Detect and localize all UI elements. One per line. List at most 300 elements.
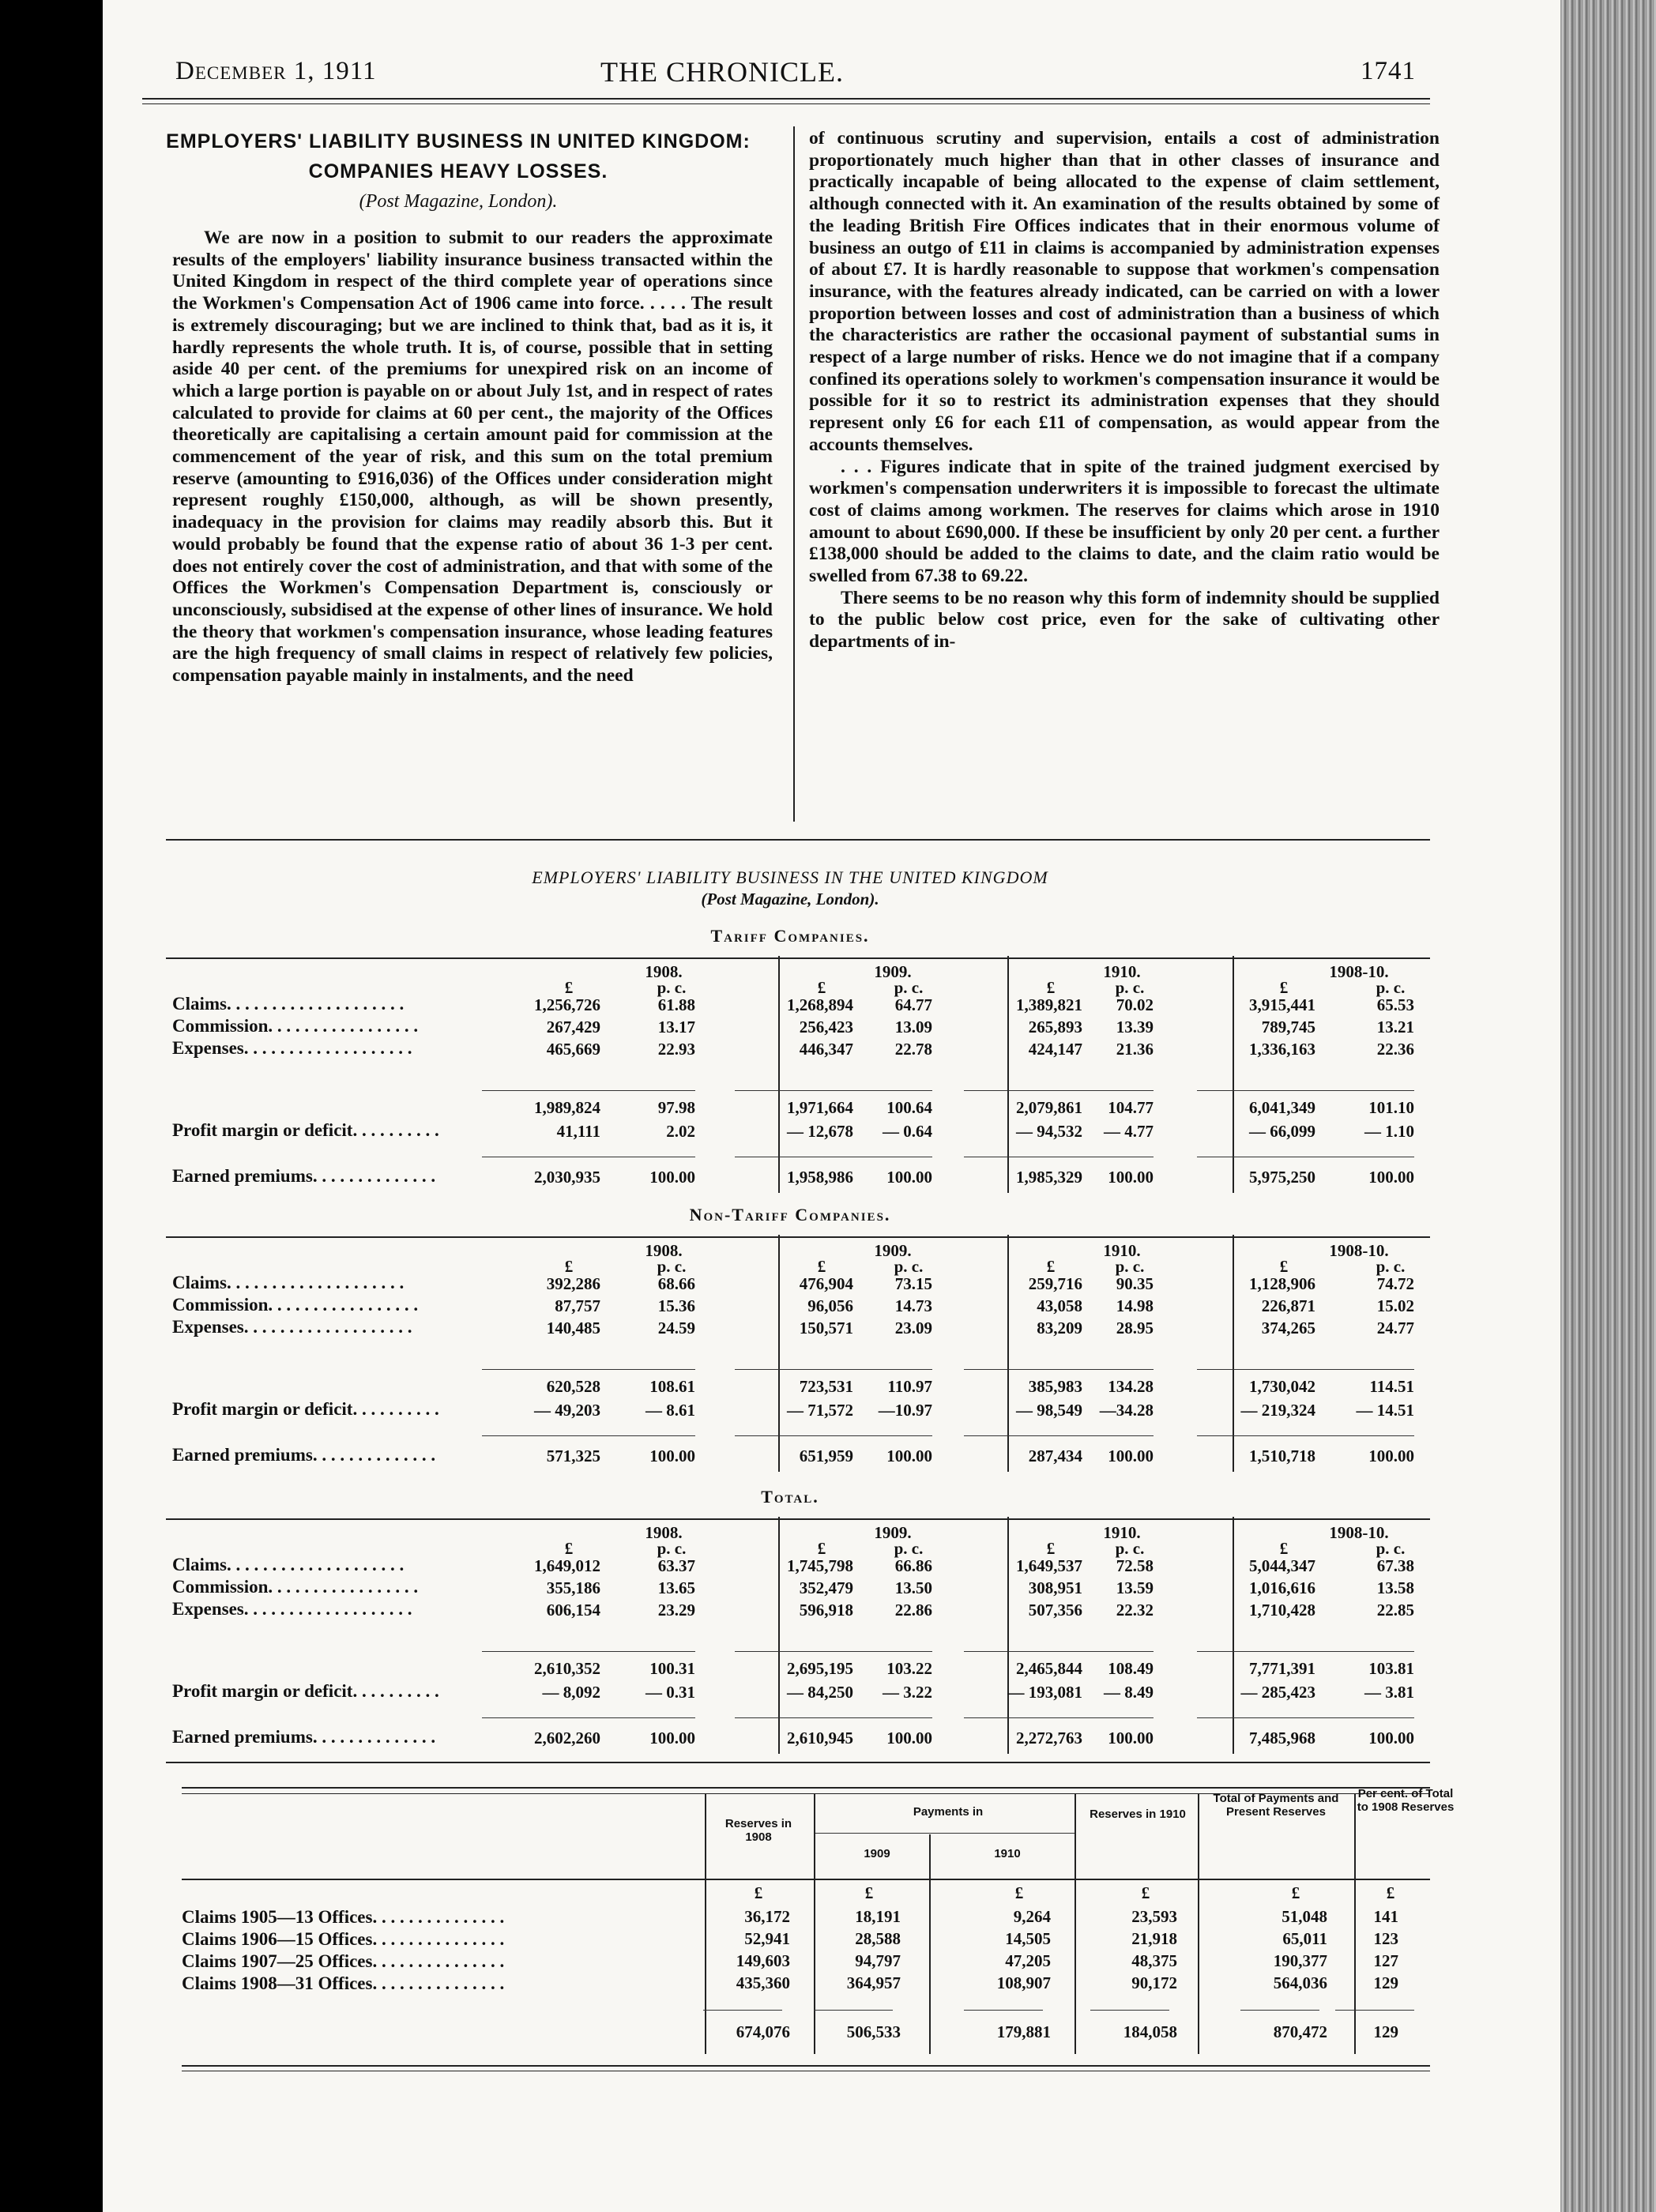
reserves-cell: 190,377	[1273, 1951, 1327, 1970]
cell-percent: 14.73	[894, 1296, 932, 1315]
cell-amount: 1,128,906	[1249, 1274, 1315, 1293]
row-label-commission: Commission. . . . . . . . . . . . . . . . .	[172, 1577, 419, 1597]
header-reserves-1908: Reserves in 1908	[724, 1817, 792, 1844]
column-year: 1908.	[645, 1523, 683, 1542]
pound-sign: £	[817, 1539, 826, 1558]
subtotal-rule	[1197, 1090, 1414, 1091]
cell-percent: 108.49	[1108, 1659, 1154, 1678]
column-year: 1908-10.	[1329, 962, 1389, 981]
reserves-total-cell: 870,472	[1273, 2022, 1327, 2041]
cell-amount: 2,465,844	[1016, 1659, 1082, 1678]
column-year: 1909.	[874, 1523, 912, 1542]
cell-percent: 13.65	[657, 1578, 695, 1597]
subtotal-rule	[1197, 1369, 1414, 1370]
cell-amount: 41,111	[556, 1122, 600, 1141]
cell-amount: 2,602,260	[534, 1729, 600, 1747]
cell-amount: 1,389,821	[1016, 995, 1082, 1014]
reserves-cell: 435,360	[736, 1973, 790, 1992]
cell-amount: 5,044,347	[1249, 1556, 1315, 1575]
cell-amount: 265,893	[1028, 1018, 1082, 1036]
subtotal-rule	[1240, 2010, 1319, 2011]
pound-sign: £	[754, 1883, 763, 1902]
cell-amount: 596,918	[799, 1601, 853, 1620]
reserves-cell: 36,172	[744, 1907, 790, 1926]
reserves-cell: 564,036	[1273, 1973, 1327, 1992]
header-payments: Payments in	[913, 1805, 984, 1819]
cell-percent: 100.00	[1368, 1729, 1414, 1747]
cell-amount: 1,710,428	[1249, 1601, 1315, 1620]
cell-amount: 1,958,986	[787, 1168, 853, 1187]
cell-amount: 1,016,616	[1249, 1578, 1315, 1597]
cell-amount: 6,041,349	[1249, 1098, 1315, 1117]
subtotal-rule	[735, 1435, 932, 1436]
cell-percent: 100.00	[886, 1729, 932, 1747]
cell-percent: 100.00	[649, 1446, 695, 1465]
cell-amount: — 12,678	[787, 1122, 853, 1141]
cell-amount: — 71,572	[787, 1401, 853, 1420]
cell-amount: 424,147	[1028, 1040, 1082, 1059]
reserves-cell: 28,588	[855, 1929, 901, 1948]
percent-heading: p. c.	[1115, 1539, 1145, 1558]
section-title: Tariff Companies.	[710, 926, 870, 946]
cell-amount: 1,649,012	[534, 1556, 600, 1575]
cell-percent: —10.97	[878, 1401, 932, 1420]
row-label-profit: Profit margin or deficit. . . . . . . . . .	[172, 1399, 439, 1419]
section-rule	[166, 1518, 1430, 1520]
subtotal-rule	[1090, 2010, 1169, 2011]
pound-sign: £	[564, 1539, 574, 1558]
cell-amount: 3,915,441	[1249, 995, 1315, 1014]
cell-percent: 100.00	[886, 1446, 932, 1465]
column-year: 1909.	[874, 962, 912, 981]
column-year: 1910.	[1103, 1523, 1141, 1542]
column-year: 1908.	[645, 1241, 683, 1260]
subtotal-rule	[1335, 2010, 1414, 2011]
pound-sign: £	[1046, 1257, 1056, 1276]
reserves-cell: 141	[1373, 1907, 1398, 1926]
col-divider	[1075, 1793, 1076, 2054]
cell-percent: — 3.81	[1364, 1683, 1414, 1702]
col-divider	[1007, 1235, 1009, 1472]
pound-sign: £	[817, 978, 826, 997]
article-column-1	[172, 228, 773, 687]
reserves-total-cell: 674,076	[736, 2022, 790, 2041]
reserves-cell: 14,505	[1005, 1929, 1051, 1948]
cell-amount: 1,649,537	[1016, 1556, 1082, 1575]
row-label-profit: Profit margin or deficit. . . . . . . . . .	[172, 1120, 439, 1140]
row-label-earned: Earned premiums. . . . . . . . . . . . . .	[172, 1445, 436, 1465]
cell-percent: 104.77	[1108, 1098, 1154, 1117]
table-title: EMPLOYERS' LIABILITY BUSINESS IN THE UNITED KINGDOM	[532, 867, 1048, 887]
pound-sign: £	[817, 1257, 826, 1276]
paragraph: of continuous scrutiny and supervision, entails a cost of administration proportionately much higher than that in other classes of insurance and practically incapable of being allocated to the expense of claim settlement, although connected with it. An examination of the results obtained by some of the leading British Fire Offices indicates that in their enormous volume of business an outgo of £11 in claims is accompanied by administration expenses of about £7. It is hardly reasonable to suppose that workmen's compensation insurance, with the features already indicated, can be carried on with a lower proportion between losses and cost of administration than a business of which the characteristics are rather the occasional payment of substantial sums in respect of a large number of risks. Hence we do not imagine that if a company confined its operations solely to workmen's compensation insurance it would be possible for it so to restrict its administration expenses that they should represent only £6 for each £11 of compensation, as would appear from the accounts themselves.	[809, 128, 1440, 455]
column-divider	[793, 126, 795, 822]
cell-percent: 23.09	[894, 1319, 932, 1337]
cell-amount: 140,485	[546, 1319, 600, 1337]
cell-amount: 256,423	[799, 1018, 853, 1036]
cell-percent: 24.59	[657, 1319, 695, 1337]
percent-heading: p. c.	[657, 978, 687, 997]
col-divider	[1007, 1517, 1009, 1754]
reserves-cell: 9,264	[1013, 1907, 1051, 1926]
col-divider	[1198, 1793, 1199, 2054]
percent-heading: p. c.	[1376, 1539, 1406, 1558]
cell-percent: 72.58	[1116, 1556, 1154, 1575]
cell-percent: 13.50	[894, 1578, 932, 1597]
percent-heading: p. c.	[894, 1257, 924, 1276]
cell-amount: 723,531	[799, 1377, 853, 1396]
cell-amount: 392,286	[546, 1274, 600, 1293]
pound-sign: £	[864, 1883, 874, 1902]
reserves-cell: 127	[1373, 1951, 1398, 1970]
cell-amount: 1,268,894	[787, 995, 853, 1014]
cell-percent: 15.02	[1376, 1296, 1414, 1315]
cell-percent: 100.00	[1108, 1729, 1154, 1747]
col-divider	[1007, 956, 1009, 1193]
column-year: 1910.	[1103, 962, 1141, 981]
cell-percent: 97.98	[657, 1098, 695, 1117]
reserves-cell: 90,172	[1131, 1973, 1177, 1992]
reserves-total-cell: 129	[1373, 2022, 1398, 2041]
col-divider	[778, 1517, 780, 1754]
col-divider	[1233, 956, 1234, 1193]
subtotal-rule	[735, 1717, 932, 1718]
subtotal-rule	[964, 1090, 1154, 1091]
subtotal-rule	[964, 1717, 1154, 1718]
cell-amount: 7,771,391	[1249, 1659, 1315, 1678]
section-title: Total.	[761, 1487, 819, 1507]
reserves-cell: 23,593	[1131, 1907, 1177, 1926]
reserves-cell: 129	[1373, 1973, 1398, 1992]
cell-amount: 355,186	[546, 1578, 600, 1597]
cell-percent: 28.95	[1116, 1319, 1154, 1337]
row-label-expenses: Expenses. . . . . . . . . . . . . . . . . . .	[172, 1599, 412, 1619]
cell-amount: 2,030,935	[534, 1168, 600, 1187]
column-year: 1910.	[1103, 1241, 1141, 1260]
cell-percent: 100.00	[1108, 1446, 1154, 1465]
header-payments-1910: 1910	[994, 1847, 1021, 1860]
cell-percent: 13.39	[1116, 1018, 1154, 1036]
article-column-2	[809, 128, 1440, 653]
table-end-rule	[166, 1762, 1430, 1763]
cell-amount: 465,669	[546, 1040, 600, 1059]
paragraph: There seems to be no reason why this form of indemnity should be supplied to the public below cost price, even for the sake of cultivating other departments of in-	[809, 587, 1440, 653]
cell-percent: 64.77	[894, 995, 932, 1014]
cell-amount: 1,730,042	[1249, 1377, 1315, 1396]
header-date: December 1, 1911	[175, 57, 377, 85]
subtotal-rule	[964, 1369, 1154, 1370]
cell-amount: 352,479	[799, 1578, 853, 1597]
reserves-cell: 18,191	[855, 1907, 901, 1926]
cell-percent: 15.36	[657, 1296, 695, 1315]
subtotal-rule	[482, 1090, 695, 1091]
header-rule-2	[142, 103, 1430, 104]
cell-amount: 507,356	[1028, 1601, 1082, 1620]
cell-percent: 100.00	[649, 1168, 695, 1187]
cell-percent: 61.88	[657, 995, 695, 1014]
cell-amount: 2,272,763	[1016, 1729, 1082, 1747]
cell-percent: 22.85	[1376, 1601, 1414, 1620]
col-divider	[929, 1834, 931, 2054]
cell-amount: 1,510,718	[1249, 1446, 1315, 1465]
header-reserves-1910: Reserves in 1910	[1090, 1808, 1186, 1821]
cell-percent: 22.78	[894, 1040, 932, 1059]
pound-sign: £	[1279, 1257, 1289, 1276]
article-headline: EMPLOYERS' LIABILITY BUSINESS IN UNITED KINGDOM: COMPANIES HEAVY LOSSES.	[166, 130, 751, 182]
cell-amount: 43,058	[1037, 1296, 1082, 1315]
reserves-row-label: Claims 1908—31 Offices. . . . . . . . . . . . . . .	[182, 1973, 505, 1993]
section-rule	[166, 957, 1430, 959]
cell-percent: — 8.61	[645, 1401, 695, 1420]
cell-amount: 5,975,250	[1249, 1168, 1315, 1187]
book-edge	[1560, 0, 1656, 2212]
cell-percent: 63.37	[657, 1556, 695, 1575]
cell-percent: — 8.49	[1104, 1683, 1154, 1702]
cell-percent: 65.53	[1376, 995, 1414, 1014]
percent-heading: p. c.	[1376, 978, 1406, 997]
cell-percent: 100.64	[886, 1098, 932, 1117]
cell-percent: 66.86	[894, 1556, 932, 1575]
cell-percent: 103.22	[886, 1659, 932, 1678]
cell-amount: 83,209	[1037, 1319, 1082, 1337]
article-source: (Post Magazine, London).	[359, 191, 558, 212]
cell-percent: 14.98	[1116, 1296, 1154, 1315]
cell-amount: — 98,549	[1016, 1401, 1082, 1420]
reserves-cell: 108,907	[996, 1973, 1051, 1992]
cell-amount: 259,716	[1028, 1274, 1082, 1293]
cell-percent: 22.32	[1116, 1601, 1154, 1620]
cell-amount: — 66,099	[1249, 1122, 1315, 1141]
cell-percent: 13.58	[1376, 1578, 1414, 1597]
reserves-cell: 47,205	[1005, 1951, 1051, 1970]
row-label-commission: Commission. . . . . . . . . . . . . . . . .	[172, 1295, 419, 1315]
cell-amount: 2,695,195	[787, 1659, 853, 1678]
subtotal-rule	[964, 1435, 1154, 1436]
subtotal-rule	[482, 1369, 695, 1370]
subtotal-rule	[735, 1090, 932, 1091]
col-divider	[778, 1235, 780, 1472]
cell-percent: —34.28	[1099, 1401, 1154, 1420]
pound-sign: £	[1279, 978, 1289, 997]
cell-percent: — 14.51	[1356, 1401, 1414, 1420]
cell-amount: 2,610,945	[787, 1729, 853, 1747]
cell-percent: — 0.64	[883, 1122, 932, 1141]
cell-percent: — 4.77	[1104, 1122, 1154, 1141]
pound-sign: £	[564, 1257, 574, 1276]
subtotal-rule	[735, 1651, 932, 1652]
cell-amount: 1,989,824	[534, 1098, 600, 1117]
reserves-row-label: Claims 1905—13 Offices. . . . . . . . . . . . . . .	[182, 1907, 505, 1927]
reserves-header-rule	[182, 1879, 1430, 1880]
cell-amount: — 94,532	[1016, 1122, 1082, 1141]
cell-amount: 2,079,861	[1016, 1098, 1082, 1117]
cell-percent: 24.77	[1376, 1319, 1414, 1337]
header-rule	[142, 98, 1430, 100]
cell-amount: 1,256,726	[534, 995, 600, 1014]
cell-percent: 22.93	[657, 1040, 695, 1059]
row-label-claims: Claims. . . . . . . . . . . . . . . . . . . .	[172, 994, 405, 1014]
col-divider	[1233, 1517, 1234, 1754]
cell-amount: 150,571	[799, 1319, 853, 1337]
cell-percent: 13.09	[894, 1018, 932, 1036]
cell-percent: 110.97	[887, 1377, 932, 1396]
cell-percent: 22.86	[894, 1601, 932, 1620]
cell-amount: 1,985,329	[1016, 1168, 1082, 1187]
cell-percent: 100.00	[1108, 1168, 1154, 1187]
cell-percent: — 1.10	[1364, 1122, 1414, 1141]
reserves-row-label: Claims 1907—25 Offices. . . . . . . . . . . . . . .	[182, 1951, 505, 1971]
pound-sign: £	[1014, 1883, 1024, 1902]
cell-percent: 100.31	[649, 1659, 695, 1678]
cell-percent: 21.36	[1116, 1040, 1154, 1059]
column-year: 1908-10.	[1329, 1241, 1389, 1260]
cell-percent: 22.36	[1376, 1040, 1414, 1059]
reserves-cell: 52,941	[744, 1929, 790, 1948]
cell-amount: 1,971,664	[787, 1098, 853, 1117]
subtotal-rule	[964, 2010, 1043, 2011]
subtotal-rule	[1197, 1435, 1414, 1436]
cell-amount: — 84,250	[787, 1683, 853, 1702]
reserves-total-cell: 184,058	[1123, 2022, 1177, 2041]
section-title: Non-Tariff Companies.	[689, 1205, 891, 1224]
row-label-earned: Earned premiums. . . . . . . . . . . . . .	[172, 1166, 436, 1186]
cell-amount: 651,959	[799, 1446, 853, 1465]
percent-heading: p. c.	[894, 978, 924, 997]
percent-heading: p. c.	[657, 1257, 687, 1276]
row-label-commission: Commission. . . . . . . . . . . . . . . . .	[172, 1016, 419, 1036]
subtotal-rule	[482, 1651, 695, 1652]
cell-amount: — 49,203	[534, 1401, 600, 1420]
row-label-claims: Claims. . . . . . . . . . . . . . . . . . . .	[172, 1273, 405, 1292]
article-end-rule	[166, 839, 1430, 841]
cell-percent: 74.72	[1376, 1274, 1414, 1293]
reserves-total-cell: 506,533	[846, 2022, 901, 2041]
header-title: THE CHRONICLE.	[600, 56, 844, 88]
reserves-cell: 123	[1373, 1929, 1398, 1948]
cell-amount: 287,434	[1028, 1446, 1082, 1465]
row-label-expenses: Expenses. . . . . . . . . . . . . . . . . . .	[172, 1038, 412, 1058]
row-label-claims: Claims. . . . . . . . . . . . . . . . . . . .	[172, 1555, 405, 1574]
col-divider	[1233, 1235, 1234, 1472]
cell-amount: 571,325	[546, 1446, 600, 1465]
cell-percent: — 0.31	[645, 1683, 695, 1702]
subtotal-rule	[735, 1369, 932, 1370]
cell-percent: 67.38	[1376, 1556, 1414, 1575]
cell-amount: 1,336,163	[1249, 1040, 1315, 1059]
payments-subrule	[814, 1833, 1075, 1834]
page-number: 1741	[1361, 57, 1416, 85]
subtotal-rule	[814, 2010, 893, 2011]
reserves-bottom-rule	[182, 2065, 1430, 2067]
cell-percent: 23.29	[657, 1601, 695, 1620]
pound-sign: £	[1386, 1883, 1395, 1902]
pound-sign: £	[564, 978, 574, 997]
percent-heading: p. c.	[1115, 1257, 1145, 1276]
percent-heading: p. c.	[894, 1539, 924, 1558]
cell-amount: 226,871	[1261, 1296, 1315, 1315]
reserves-top-rule	[182, 1787, 1430, 1789]
cell-percent: 101.10	[1368, 1098, 1414, 1117]
cell-percent: 108.61	[649, 1377, 695, 1396]
row-label-expenses: Expenses. . . . . . . . . . . . . . . . . . .	[172, 1317, 412, 1337]
cell-percent: 70.02	[1116, 995, 1154, 1014]
cell-percent: 100.00	[649, 1729, 695, 1747]
percent-heading: p. c.	[1376, 1257, 1406, 1276]
reserves-row-label: Claims 1906—15 Offices. . . . . . . . . . . . . . .	[182, 1929, 505, 1949]
subtotal-rule	[1197, 1651, 1414, 1652]
cell-amount: 385,983	[1028, 1377, 1082, 1396]
pound-sign: £	[1046, 1539, 1056, 1558]
row-label-profit: Profit margin or deficit. . . . . . . . . .	[172, 1681, 439, 1701]
cell-amount: 789,745	[1261, 1018, 1315, 1036]
subtotal-rule	[482, 1435, 695, 1436]
pound-sign: £	[1141, 1883, 1150, 1902]
cell-percent: 13.21	[1376, 1018, 1414, 1036]
table-source: (Post Magazine, London).	[701, 890, 879, 908]
cell-amount: 2,610,352	[534, 1659, 600, 1678]
cell-percent: 13.59	[1116, 1578, 1154, 1597]
pound-sign: £	[1046, 978, 1056, 997]
subtotal-rule	[964, 1651, 1154, 1652]
paragraph: . . . Figures indicate that in spite of the trained judgment exercised by workmen's compensation underwriters it is impossible to forecast the ultimate cost of claims among workmen. The reserves for claims which arose in 1910 amount to about £690,000. If these be insufficient by only 20 per cent. a further £138,000 should be added to the claims to date, and the claim ratio would be swelled from 67.38 to 69.22.	[809, 456, 1440, 587]
percent-heading: p. c.	[657, 1539, 687, 1558]
cell-percent: 13.17	[657, 1018, 695, 1036]
cell-percent: 2.02	[666, 1122, 695, 1141]
paragraph: We are now in a position to submit to our readers the approximate results of the employers' liability insurance business transacted within the United Kingdom in respect of the third complete year of operations since the Workmen's Compensation Act of 1906 came into force. . . . . The result is extremely discouraging; but we are inclined to think that, bad as it is, it hardly represents the whole truth. It is, of course, possible that in setting aside 40 per cent. of the premiums for unexpired risk on an income of which a large portion is payable on or about July 1st, and in respect of rates calculated to provide for claims at 60 per cent., the majority of the Offices theoretically are capitalising a certain amount paid for commission at the commencement of the year of risk, and this sum on the total premium reserve (amounting to £916,036) of the Offices under consideration might represent roughly £150,000, although, as will be shown presently, inadequacy in the provision for claims may readily absorb this. But it would probably be found that the expense ratio of about 36 1-3 per cent. does not entirely cover the cost of administration, and that with some of the Offices the Workmen's Compensation Department is, consciously or unconsciously, subsidised at the expense of other lines of insurance. We hold the theory that workmen's compensation insurance, whose leading features are the high frequency of small claims in respect of relatively few policies, compensation payable mainly in instalments, and the need	[172, 228, 773, 687]
header-total: Total of Payments and Present Reserves	[1213, 1792, 1339, 1819]
subtotal-rule	[703, 2010, 782, 2011]
cell-amount: 87,757	[555, 1296, 600, 1315]
col-divider	[778, 956, 780, 1193]
cell-amount: 446,347	[799, 1040, 853, 1059]
subtotal-rule	[1197, 1717, 1414, 1718]
cell-amount: 267,429	[546, 1018, 600, 1036]
cell-amount: — 219,324	[1240, 1401, 1315, 1420]
cell-amount: — 285,423	[1240, 1683, 1315, 1702]
cell-amount: 308,951	[1028, 1578, 1082, 1597]
header-payments-1909: 1909	[864, 1847, 890, 1860]
cell-percent: 73.15	[894, 1274, 932, 1293]
cell-percent: 100.00	[1368, 1446, 1414, 1465]
reserves-cell: 65,011	[1282, 1929, 1327, 1948]
header-percent: Per cent. of Total to 1908 Reserves	[1357, 1787, 1455, 1814]
pound-sign: £	[1291, 1883, 1300, 1902]
cell-amount: — 193,081	[1007, 1683, 1082, 1702]
cell-percent: 103.81	[1368, 1659, 1414, 1678]
reserves-cell: 94,797	[855, 1951, 901, 1970]
cell-amount: 606,154	[546, 1601, 600, 1620]
cell-percent: 114.51	[1369, 1377, 1414, 1396]
reserves-cell: 48,375	[1131, 1951, 1177, 1970]
cell-percent: 90.35	[1116, 1274, 1154, 1293]
cell-amount: 620,528	[546, 1377, 600, 1396]
cell-amount: 1,745,798	[787, 1556, 853, 1575]
section-rule	[166, 1236, 1430, 1238]
cell-percent: 100.00	[886, 1168, 932, 1187]
cell-percent: 100.00	[1368, 1168, 1414, 1187]
cell-percent: 68.66	[657, 1274, 695, 1293]
cell-percent: — 3.22	[883, 1683, 932, 1702]
cell-amount: 476,904	[799, 1274, 853, 1293]
column-year: 1908.	[645, 962, 683, 981]
reserves-total-cell: 179,881	[996, 2022, 1051, 2041]
cell-percent: 134.28	[1108, 1377, 1154, 1396]
cell-amount: 7,485,968	[1249, 1729, 1315, 1747]
reserves-cell: 364,957	[846, 1973, 901, 1992]
reserves-cell: 51,048	[1282, 1907, 1327, 1926]
reserves-cell: 149,603	[736, 1951, 790, 1970]
column-year: 1909.	[874, 1241, 912, 1260]
